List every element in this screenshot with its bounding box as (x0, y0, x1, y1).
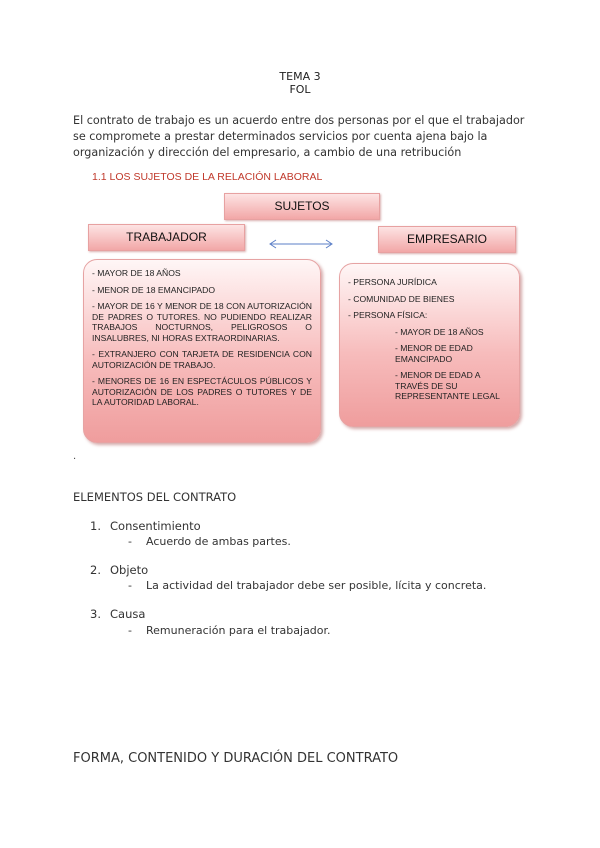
double-arrow-icon (267, 238, 335, 250)
persona-fisica-subitem: - MENOR DE EDAD A TRAVÉS DE SU REPRESENTANTE LEGAL (395, 370, 500, 401)
trabajador-item: - MENORES DE 16 EN ESPECTÁCULOS PÚBLICOS Y AUTORIZACIÓN DE LOS PADRES O TUTORES Y DE LA AUTORIDAD LABORAL. (92, 376, 312, 407)
stray-mark: . (73, 451, 77, 462)
persona-fisica-subitem: - MAYOR DE 18 AÑOS (395, 326, 484, 337)
elemento-label: Causa (110, 607, 146, 621)
elemento-number: 1. (90, 519, 101, 533)
empresario-panel (339, 263, 520, 427)
trabajador-item: - MAYOR DE 16 Y MENOR DE 18 CON AUTORIZACIÓN DE PADRES O TUTORES. NO PUDIENDO REALIZAR TRABAJOS NOCTURNOS, PELIGROSOS O INSALUBRES, NI HORAS EXTRAORDINARIAS. (92, 301, 312, 343)
elemento-label: Consentimiento (110, 519, 201, 533)
sujetos-box: SUJETOS (224, 193, 380, 220)
trabajador-item: - EXTRANJERO CON TARJETA DE RESIDENCIA CON AUTORIZACIÓN DE TRABAJO. (92, 349, 312, 370)
intro-paragraph: El contrato de trabajo es un acuerdo entre dos personas por el que el trabajador se compromete a prestar determinados servicios por cuenta ajena bajo la organización y dirección del empresario, a cambio de una retribución (73, 114, 525, 159)
elemento-dash: - (128, 579, 132, 592)
elemento-detail: La actividad del trabajador debe ser posible, lícita y concreta. (146, 579, 487, 592)
forma-heading: FORMA, CONTENIDO Y DURACIÓN DEL CONTRATO (73, 751, 399, 766)
subject-label: FOL (289, 83, 311, 96)
trabajador-box: TRABAJADOR (88, 224, 245, 251)
elemento-label: Objeto (110, 563, 149, 577)
elemento-dash: - (128, 535, 132, 548)
trabajador-item: - MAYOR DE 18 AÑOS (92, 268, 181, 278)
elemento-detail: Acuerdo de ambas partes. (146, 535, 291, 548)
persona-fisica-subitem: - MENOR DE EDAD EMANCIPADO (395, 343, 473, 364)
document-title (0, 70, 600, 96)
trabajador-item: - MENOR DE 18 EMANCIPADO (92, 284, 216, 295)
elemento-number: 3. (90, 607, 101, 621)
tema-label: TEMA 3 (279, 70, 321, 83)
empresario-box: EMPRESARIO (378, 226, 516, 253)
trabajador-panel (83, 259, 321, 443)
elemento-dash: - (128, 624, 132, 637)
section-heading-sujetos: 1.1 LOS SUJETOS DE LA RELACIÓN LABORAL (92, 171, 323, 183)
empresario-item: - PERSONA JURÍDICA (348, 277, 437, 287)
elementos-heading: ELEMENTOS DEL CONTRATO (73, 490, 237, 504)
empresario-item: - COMUNIDAD DE BIENES (348, 293, 455, 304)
elemento-number: 2. (90, 563, 101, 577)
elemento-detail: Remuneración para el trabajador. (146, 624, 331, 637)
empresario-item: - PERSONA FÍSICA: (348, 310, 428, 320)
